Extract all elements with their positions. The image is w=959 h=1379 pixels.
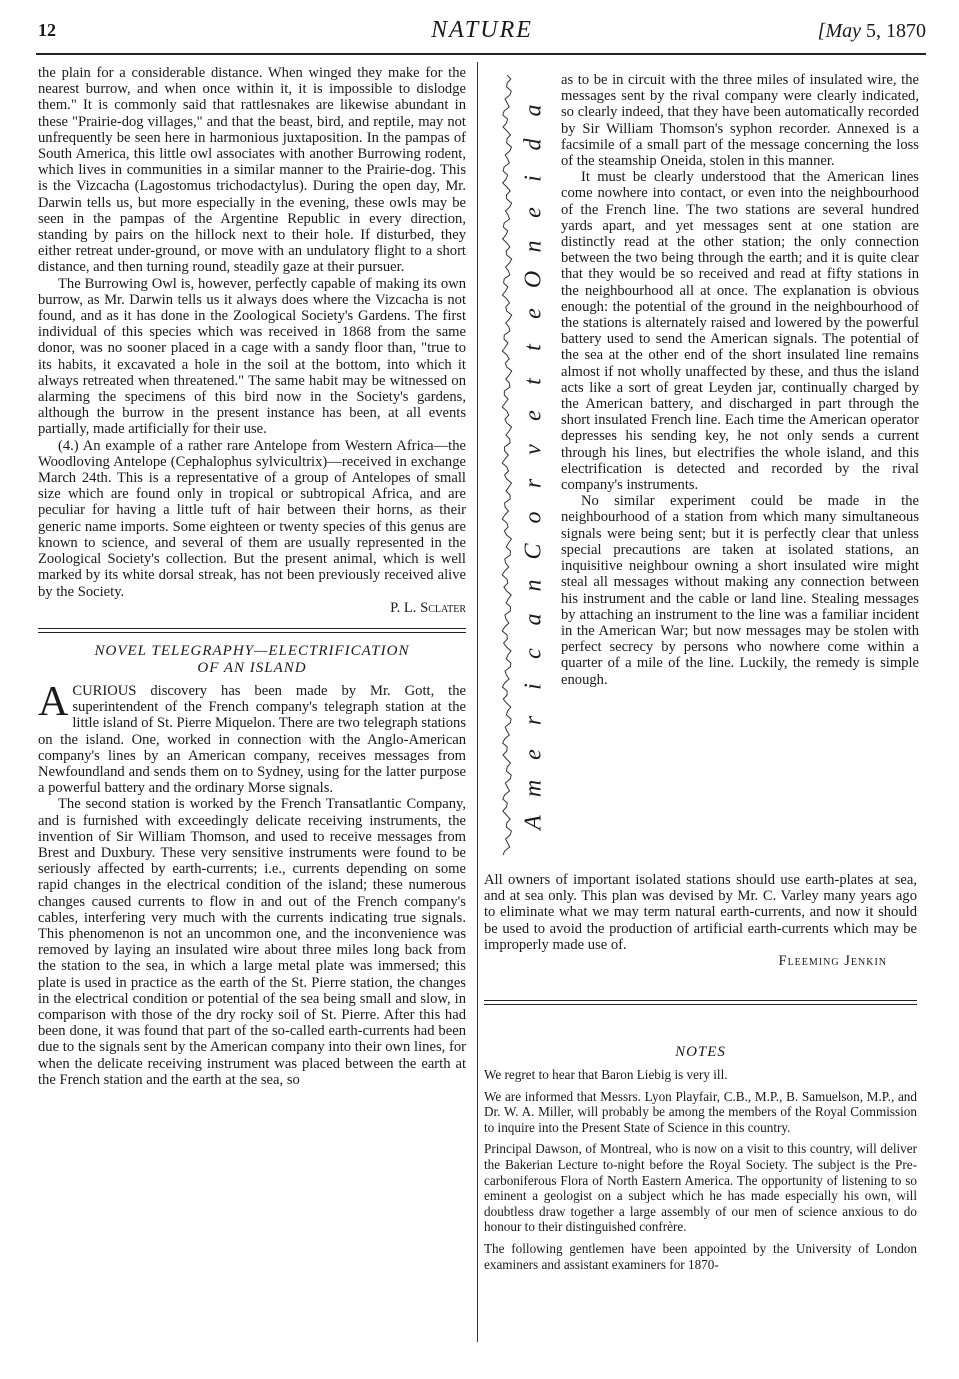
message-letter: A	[520, 815, 547, 830]
message-letter: t	[520, 344, 547, 352]
paragraph: (4.) An example of a rather rare Antelope from Western Africa—the Woodloving Antelope (Cephalophus sylvicultrix)—received in exchange March 24th. This is a representative of a group of Antelopes of small size which are found only in tropical or subtropical Africa, and are peculiar for having a little tuft of hair between their horns, as their generic name imports. Some eighteen or twenty species of this genus are known to science, and several of them are usually represented in the Zoological Society's collection. But the present animal, which is well marked by its white dorsal streak, has not been previously received alive by the Society.	[38, 437, 466, 600]
column-divider	[477, 62, 478, 1342]
notes-section	[484, 1042, 917, 1278]
message-letter: d	[520, 138, 547, 151]
section-divider	[484, 1000, 917, 1005]
paragraph: No similar experiment could be made in the neighbourhood of a station from which many simultaneous signals were being sent; but it is perfectly clear that unless special precautions are taken at isolated stations, an inquisitive neighbour owning a short insulated wire might steal all messages without making any connection between his instrument and the cable or land line. Stealing messages by attaching an instrument to the line was a familiar incident in the American War; but now messages may be stolen with perfect secrecy by persons who nowhere come within a quarter of a mile of the line. Luckily, the remedy is simple enough.	[561, 493, 919, 688]
page-number: 12	[38, 20, 56, 40]
issue-date	[818, 20, 926, 43]
message-letter: r	[520, 478, 547, 489]
left-column	[38, 65, 466, 1088]
note-item: We are informed that Messrs. Lyon Playfair, C.B., M.P., B. Samuelson, M.P., and Dr. W. A. Miller, will probably be among the members of the Royal Commission to inquire into the Present State of Science in this country.	[484, 1088, 917, 1135]
header-rule	[36, 53, 926, 55]
message-letter: n	[520, 579, 547, 592]
paragraph: It must be clearly understood that the American lines come nowhere into contact, or even into the neighbourhood of the French line. The two stations are several hundred yards apart, and yet messages sent at one station are distinctly read at the other station; the only connection between the two being through the earth; and it is quite clear that they would be so received and read at fifty stations in the neighbourhood all at once. The explanation is obvious enough: the potential of the ground in the neighbourhood of the stations is alternately raised and lowered by the powerful battery used to send the American signals. The potential of the sea at the other end of the short insulated line remains almost if not wholly unaffected by these, and thus the island acts like a sort of great Leyden jar, continually charged by the American battery, and discharged in part through the short insulated French line. Each time the American operator depresses his sending key, he not only sends a current through his lines, but electrifies the whole island, and this electrification is detected and recorded by the rival company's instruments.	[561, 169, 919, 494]
issue-date-rest: 5, 1870	[866, 20, 926, 42]
section-divider	[38, 628, 466, 633]
message-letter: e	[520, 749, 547, 761]
message-letter: e	[520, 206, 547, 218]
note-item: Principal Dawson, of Montreal, who is now on a visit to this country, will deliver the Bakerian Lecture to-night before the Royal Society. The subject is the Pre-carboniferous Flora of North Eastern America. The opportunity of listening to so eminent a geologist on a subject which he has made especially his own, will doubtless draw together a large assembly of our men of science anxious to do honour to their distinguished confrère.	[484, 1141, 917, 1235]
message-letter: r	[520, 716, 547, 726]
message-letter: n	[520, 240, 547, 253]
article-title-line-1: NOVEL TELEGRAPHY—ELECTRIFICATION	[94, 642, 410, 659]
note-item: The following gentlemen have been appointed by the University of London examiners and assistant examiners for 1870-	[484, 1240, 917, 1272]
message-letter: m	[520, 780, 547, 798]
message-letter: O	[520, 271, 547, 289]
message-letter: o	[520, 511, 547, 524]
article-title-line-2: OF AN ISLAND	[197, 659, 307, 676]
page-header	[38, 17, 926, 46]
message-letter: i	[520, 683, 547, 691]
author-signature: P. L. Sclater	[390, 599, 466, 616]
note-item: We regret to hear that Baron Liebig is very ill.	[484, 1067, 728, 1082]
paragraph: The Burrowing Owl is, however, perfectly capable of making its own burrow, as Mr. Darwin tells us it always does where the Vizcacha is not found, and as it has done in the Zoological Society's Gardens. The first individual of this species which was received in 1868 from the same donor, was no sooner placed in a cage with a sandy floor than, "true to its habits, it excavated a hole in the soil at the bottom, into which it always retreated when threatened." The same habit may be witnessed on alarming the specimens of this bird now in the Society's gardens, although the burrow in the present instance has been, at all events partially, made artificially for their use.	[38, 275, 466, 438]
paragraph: All owners of important isolated stations should use earth-plates at sea, and at sea only. This plan was devised by Mr. C. Varley many years ago to eliminate what we may term natural earth-currents, and now it should be used to avoid the production of artificial earth-currents which may be improperly made use of.	[484, 872, 917, 953]
message-letter: t	[520, 378, 547, 386]
message-letter: i	[520, 174, 547, 182]
message-letter: e	[520, 308, 547, 320]
paragraph	[38, 678, 467, 797]
right-column-upper	[561, 72, 919, 688]
message-letter: a	[520, 104, 547, 117]
paragraph: The second station is worked by the French Transatlantic Company, and is furnished with exceedingly delicate receiving instruments, the invention of Sir William Thomson, and used to receive messages from Brest and Duxbury. These very sensitive instruments were found to be seriously affected by earth-currents; i.e., currents depending on some rapid changes in the electrical condition of the island; these numerous changes caused currents to flow in and out of the French company's cables, interfering very much with the currents indicating true signals. This phenomenon is not an uncommon one, and the inconvenience was removed by laying an insulated wire about three miles long back from the station to the sea, in which a large metal plate was immersed; this plate is used in practice as the earth of the St. Pierre station, the changes in the electrical condition or potential of the sea being small and slow, in comparison with those of the dry rocky soil of St. Pierre. After this had been done, it was found that part of the so-called earth-currents had been due to the signals sent by the American company into their own lines, for when the delicate receiving instrument was placed between the earth at the French station and the earth at the sea, so	[38, 796, 466, 1088]
article-title	[38, 643, 466, 677]
drop-cap: A	[38, 678, 69, 725]
message-letter: e	[520, 410, 547, 421]
paragraph: as to be in circuit with the three miles of insulated wire, the messages sent by the rival company were clearly indicated, so clearly indeed, that they have been automatically recorded by Sir William Thomson's syphon recorder. Annexed is a facsimile of a small part of the message concerning the loss of the steamship Oneida, stolen in this manner.	[561, 72, 919, 170]
message-letter: C	[520, 543, 547, 560]
issue-date-month: [May	[817, 20, 861, 42]
recorder-trace	[497, 75, 547, 855]
author-signature: Fleeming Jenkin	[778, 953, 887, 970]
message-letter: v	[520, 444, 547, 455]
paragraph-text: CURIOUS discovery has been made by Mr. Gott, the superintendent of the French company's telegraph station at the little island of St. Pierre Miquelon. There are two telegraph stations on the island. One, worked in connection with the Anglo-American company's lines by an American company, receives messages from Newfoundland and sends them on to Sydney, using for the latter purpose a powerful battery and the ordinary Morse signals.	[38, 682, 467, 797]
message-letter: c	[520, 647, 547, 659]
notes-title: NOTES	[675, 1044, 726, 1060]
journal-title: NATURE	[431, 17, 533, 43]
paragraph: the plain for a considerable distance. When winged they make for the nearest burrow, and when once within it, it is impossible to dislodge them." It is commonly said that rattlesnakes are likewise abundant in these "Prairie-dog villages," and that the beast, bird, and reptile, may not unfrequently be seen here in harmonious juxtaposition. In the pampas of South America, this little owl associates with another Burrowing rodent, which lives in communities in a similar manner to the Prairie-dog. This is the Vizcacha (Lagostomus trichodactylus). During the open day, Mr. Darwin tells us, but more especially in the evening, these owls may be seen in the pampas of the Argentine Republic in every direction, standing by pairs on the hillock next to their hole. If disturbed, they either retreat under-ground, or move with an undulatory flight to a short distance, and then turning round, steadily gaze at their pursuer.	[38, 65, 466, 276]
right-column-lower	[484, 872, 917, 969]
message-letter: a	[520, 613, 547, 626]
syphon-recorder-facsimile	[497, 75, 547, 855]
